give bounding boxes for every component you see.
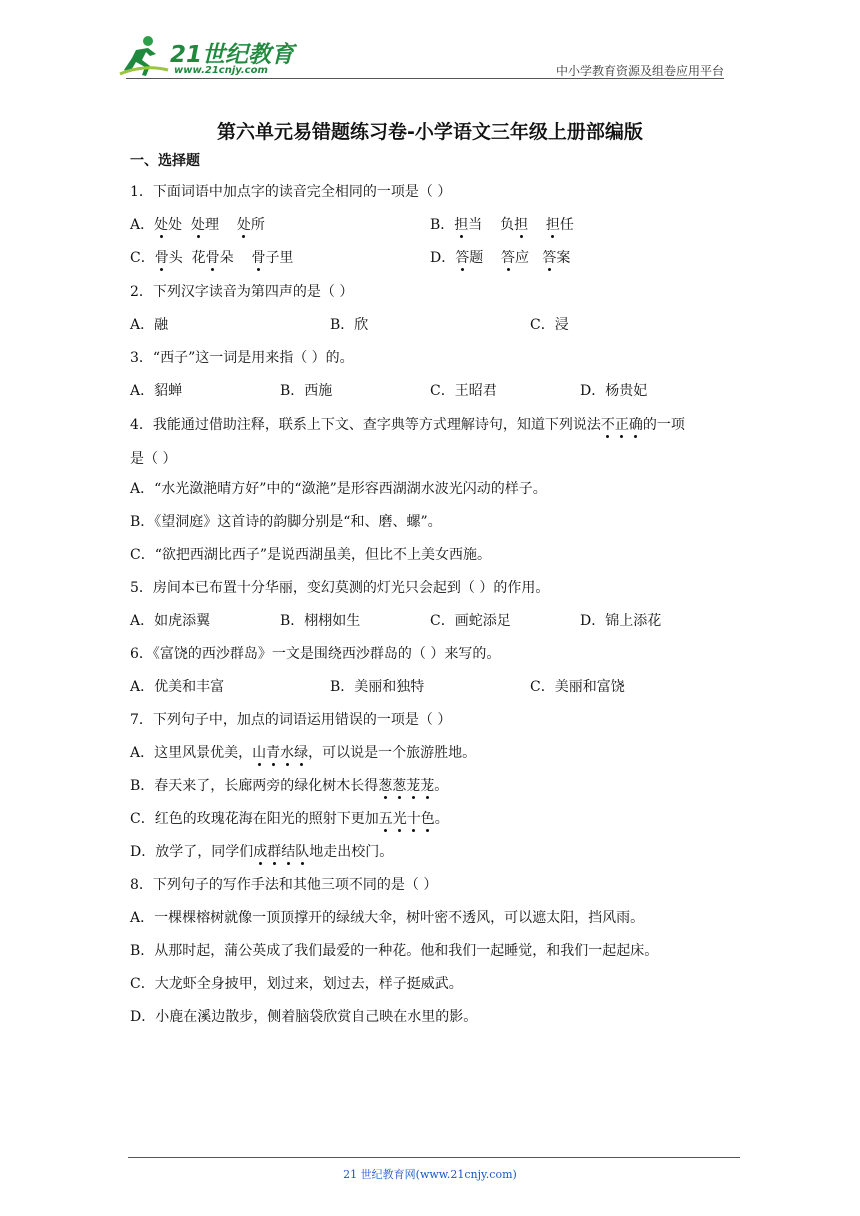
footer-divider [128, 1157, 740, 1158]
question-1-options-row2 [130, 248, 730, 268]
question-5-option-a[interactable]: A．如虎添翼 [130, 613, 211, 629]
question-2-option-a[interactable]: A．融 [130, 317, 169, 333]
question-7-option-b[interactable]: B．春天来了，长廊两旁的绿化树木长得葱葱茏茏。 [130, 778, 449, 794]
question-2-options [130, 315, 730, 335]
question-5-options [130, 611, 730, 631]
question-7-option-a[interactable]: A．这里风景优美，山青水绿，可以说是一个旅游胜地。 [130, 745, 477, 761]
logo-text: 21世纪教育 [170, 42, 295, 68]
question-4-stem: 4．我能通过借助注释，联系上下文、查字典等方式理解诗句，知道下列说法不正确的一项 是（ ） [130, 417, 685, 467]
question-4-option-a[interactable]: A．“水光潋滟晴方好”中的“潋滟”是形容西湖湖水波光闪动的样子。 [130, 481, 547, 497]
question-4-option-c[interactable]: C．“欲把西湖比西子”是说西湖虽美，但比不上美女西施。 [130, 547, 492, 563]
question-2-option-b[interactable]: B．欣 [330, 317, 369, 333]
question-8-option-b[interactable]: B．从那时起，蒲公英成了我们最爱的一种花。他和我们一起睡觉，和我们一起起床。 [130, 943, 659, 959]
question-3-option-c[interactable]: C．王昭君 [430, 383, 497, 399]
question-5-option-d[interactable]: D．锦上添花 [580, 613, 662, 629]
header-divider [126, 78, 724, 79]
question-7-option-d[interactable]: D．放学了，同学们成群结队地走出校门。 [130, 844, 394, 860]
question-6-options [130, 677, 730, 697]
question-8-stem: 8．下列句子的写作手法和其他三项不同的是（ ） [130, 877, 438, 893]
question-2-stem: 2．下列汉字读音为第四声的是（ ） [130, 284, 354, 300]
question-3-option-b[interactable]: B．西施 [280, 383, 333, 399]
question-5-option-c[interactable]: C．画蛇添足 [430, 613, 511, 629]
question-7-option-c[interactable]: C．红色的玫瑰花海在阳光的照射下更加五光十色。 [130, 811, 449, 827]
question-1-option-b[interactable]: B．担当 负担 担任 [430, 217, 574, 233]
question-1-options-row1 [130, 215, 730, 235]
page-header [0, 0, 860, 90]
question-2-option-c[interactable]: C．浸 [530, 317, 569, 333]
question-list [130, 150, 730, 1040]
platform-name: 中小学教育资源及组卷应用平台 [555, 64, 724, 78]
question-6-option-a[interactable]: A．优美和丰富 [130, 679, 225, 695]
question-1-stem: 1．下面词语中加点字的读音完全相同的一项是（ ） [130, 184, 452, 200]
question-6-option-c[interactable]: C．美丽和富饶 [530, 679, 625, 695]
question-8-option-a[interactable]: A．一棵棵榕树就像一顶顶撑开的绿绒大伞，树叶密不透风，可以遮太阳，挡风雨。 [130, 910, 645, 926]
logo-url: www.21cnjy.com [174, 65, 268, 76]
question-5-option-b[interactable]: B．栩栩如生 [280, 613, 361, 629]
question-6-stem: 6．《富饶的西沙群岛》一文是围绕西沙群岛的（ ）来写的。 [130, 646, 501, 662]
question-7-stem: 7．下列句子中，加点的词语运用错误的一项是（ ） [130, 712, 452, 728]
logo [118, 34, 298, 82]
footer-text[interactable]: 21 世纪教育网(www.21cnjy.com) [343, 1168, 517, 1181]
question-1-option-a[interactable]: A．处处 处理 处所 [130, 217, 265, 233]
question-6-option-b[interactable]: B．美丽和独特 [330, 679, 425, 695]
question-4-option-b[interactable]: B．《望洞庭》这首诗的韵脚分别是“和、磨、螺”。 [130, 514, 442, 530]
page-title: 第六单元易错题练习卷-小学语文三年级上册部编版 [217, 121, 643, 143]
question-3-option-d[interactable]: D．杨贵妃 [580, 383, 648, 399]
question-1-option-d[interactable]: D．答题 答应 答案 [430, 250, 571, 266]
question-3-option-a[interactable]: A．貂蝉 [130, 383, 183, 399]
question-3-options [130, 381, 730, 401]
runner-logo-icon [118, 34, 170, 78]
question-8-option-c[interactable]: C．大龙虾全身披甲，划过来，划过去，样子挺威武。 [130, 976, 463, 992]
question-3-stem: 3．“西子”这一词是用来指（ ）的。 [130, 350, 354, 366]
question-8-option-d[interactable]: D．小鹿在溪边散步，侧着脑袋欣赏自己映在水里的影。 [130, 1009, 478, 1025]
section-heading: 一、选择题 [130, 153, 200, 169]
question-5-stem: 5．房间本已布置十分华丽，变幻莫测的灯光只会起到（ ）的作用。 [130, 580, 550, 596]
question-1-option-c[interactable]: C．骨头 花骨朵 骨子里 [130, 250, 294, 266]
